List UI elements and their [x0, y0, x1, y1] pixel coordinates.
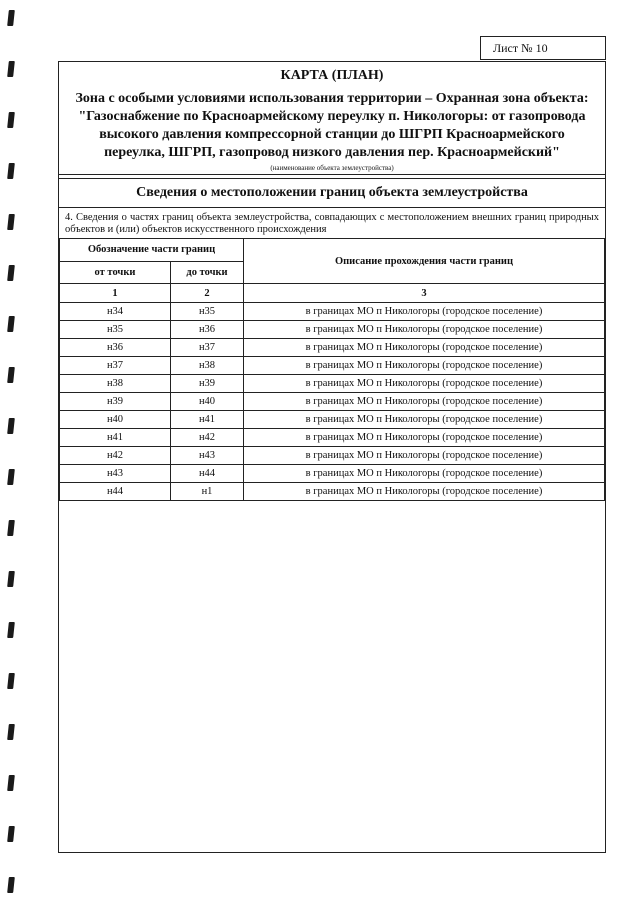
- sheet-number: [480, 36, 606, 60]
- table-row: [60, 429, 605, 447]
- cell-from: н38: [60, 375, 171, 393]
- column-number: 1: [60, 284, 171, 303]
- table-row: [60, 321, 605, 339]
- section-title: Сведения о местоположении границ объекта землеустройства: [59, 178, 605, 208]
- map-title: КАРТА (ПЛАН): [280, 68, 384, 83]
- binding-hole: [7, 724, 15, 740]
- table-row: [60, 339, 605, 357]
- zone-title: [63, 90, 601, 162]
- binding-hole: [7, 61, 15, 77]
- cell-desc: в границах МО п Никологоры (городское поселение): [244, 483, 605, 501]
- cell-from: н37: [60, 357, 171, 375]
- title-block: [59, 62, 605, 175]
- boundary-table: [59, 238, 605, 501]
- cell-desc: в границах МО п Никологоры (городское поселение): [244, 411, 605, 429]
- binding-holes: [8, 0, 18, 905]
- binding-hole: [7, 214, 15, 230]
- cell-desc: в границах МО п Никологоры (городское поселение): [244, 357, 605, 375]
- cell-to: н36: [171, 321, 244, 339]
- binding-hole: [7, 418, 15, 434]
- binding-hole: [7, 622, 15, 638]
- binding-hole: [7, 469, 15, 485]
- zone-title-line: переулка, ШГРП, газопровод низкого давления пер. Красноармейский": [104, 145, 560, 160]
- table-row: [60, 303, 605, 321]
- cell-from: н40: [60, 411, 171, 429]
- zone-title-line: "Газоснабжение по Красноармейскому переулку п. Никологоры: от газопровода: [78, 109, 586, 124]
- cell-from: н34: [60, 303, 171, 321]
- table-row: [60, 393, 605, 411]
- cell-from: н39: [60, 393, 171, 411]
- cell-to: н37: [171, 339, 244, 357]
- cell-desc: в границах МО п Никологоры (городское поселение): [244, 393, 605, 411]
- section-note: 4. Сведения о частях границ объекта землеустройства, совпадающих с местоположением внешних границ природных объектов и (или) объектов искусственного происхождения: [65, 212, 599, 235]
- table-row: [60, 483, 605, 501]
- table-row: [60, 375, 605, 393]
- cell-desc: в границах МО п Никологоры (городское поселение): [244, 375, 605, 393]
- cell-to: н39: [171, 375, 244, 393]
- table-row: [60, 447, 605, 465]
- cell-to: н42: [171, 429, 244, 447]
- cell-desc: в границах МО п Никологоры (городское поселение): [244, 321, 605, 339]
- cell-from: н43: [60, 465, 171, 483]
- cell-to: н43: [171, 447, 244, 465]
- table-row: [60, 411, 605, 429]
- document-frame: [58, 61, 606, 853]
- cell-to: н35: [171, 303, 244, 321]
- sheet-number-label: Лист № 10: [493, 41, 548, 55]
- cell-from: н41: [60, 429, 171, 447]
- cell-to: н40: [171, 393, 244, 411]
- zone-title-line: Зона с особыми условиями использования территории – Охранная зона объекта:: [75, 91, 589, 106]
- binding-hole: [7, 877, 15, 893]
- binding-hole: [7, 163, 15, 179]
- column-number: 3: [244, 284, 605, 303]
- binding-hole: [7, 571, 15, 587]
- table-row: [60, 357, 605, 375]
- cell-desc: в границах МО п Никологоры (городское поселение): [244, 303, 605, 321]
- zone-title-line: высокого давления компрессорной станции до ШГРП Красноармейского: [99, 127, 565, 142]
- cell-desc: в границах МО п Никологоры (городское поселение): [244, 339, 605, 357]
- cell-from: н42: [60, 447, 171, 465]
- cell-to: н44: [171, 465, 244, 483]
- header-group: Обозначение части границ: [60, 239, 244, 262]
- header-from: от точки: [60, 261, 171, 284]
- cell-from: н35: [60, 321, 171, 339]
- binding-hole: [7, 367, 15, 383]
- binding-hole: [7, 673, 15, 689]
- cell-to: н41: [171, 411, 244, 429]
- binding-hole: [7, 10, 15, 26]
- cell-desc: в границах МО п Никологоры (городское поселение): [244, 429, 605, 447]
- header-description: Описание прохождения части границ: [244, 239, 605, 284]
- cell-to: н1: [171, 483, 244, 501]
- table-row: [60, 465, 605, 483]
- cell-to: н38: [171, 357, 244, 375]
- binding-hole: [7, 112, 15, 128]
- table-body: [60, 303, 605, 501]
- column-number: 2: [171, 284, 244, 303]
- binding-hole: [7, 826, 15, 842]
- binding-hole: [7, 316, 15, 332]
- cell-from: н36: [60, 339, 171, 357]
- cell-from: н44: [60, 483, 171, 501]
- cell-desc: в границах МО п Никологоры (городское поселение): [244, 465, 605, 483]
- object-caption: (наименование объекта землеустройства): [270, 164, 394, 172]
- cell-desc: в границах МО п Никологоры (городское поселение): [244, 447, 605, 465]
- binding-hole: [7, 775, 15, 791]
- binding-hole: [7, 265, 15, 281]
- binding-hole: [7, 520, 15, 536]
- header-to: до точки: [171, 261, 244, 284]
